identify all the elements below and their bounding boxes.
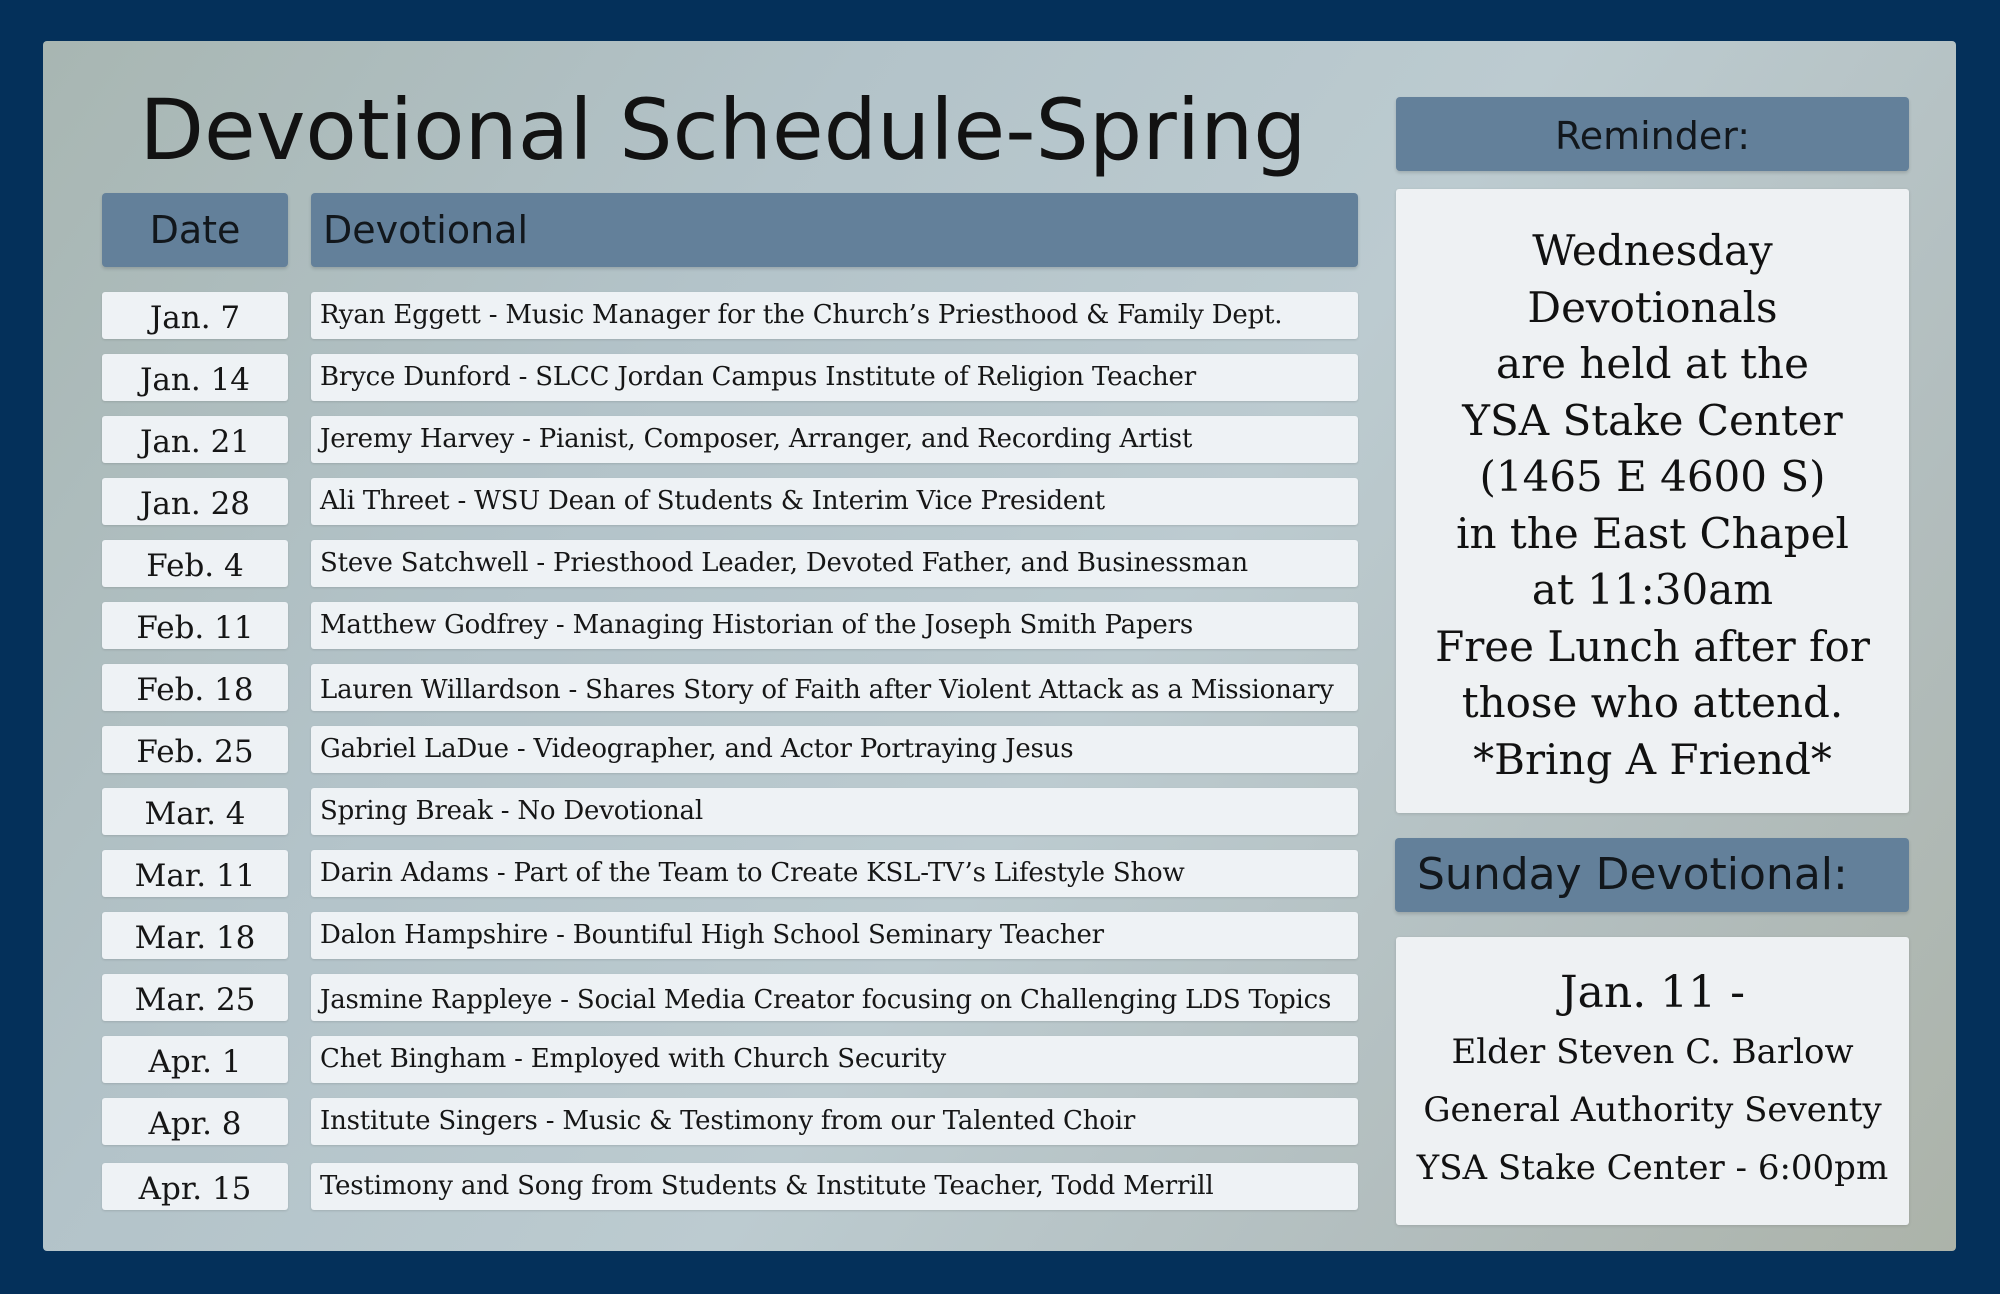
table-row-date: Feb. 25 bbox=[102, 726, 288, 773]
table-row-devotional: Jeremy Harvey - Pianist, Composer, Arranger, and Recording Artist bbox=[311, 416, 1358, 463]
table-row-date: Mar. 25 bbox=[102, 974, 288, 1021]
table-row-date: Jan. 21 bbox=[102, 416, 288, 463]
sunday-location-time: YSA Stake Center - 6:00pm bbox=[1416, 1148, 1889, 1188]
devotional-column-header: Devotional bbox=[311, 193, 1358, 267]
table-row-date: Apr. 15 bbox=[102, 1163, 288, 1210]
table-row-devotional: Chet Bingham - Employed with Church Security bbox=[311, 1036, 1358, 1083]
table-row-devotional: Jasmine Rappleye - Social Media Creator focusing on Challenging LDS Topics bbox=[311, 974, 1358, 1021]
sunday-devotional-box bbox=[1396, 937, 1909, 1225]
table-row-date: Jan. 14 bbox=[102, 354, 288, 401]
table-row-date: Feb. 11 bbox=[102, 602, 288, 649]
reminder-line: Wednesday bbox=[1532, 226, 1773, 275]
table-row-devotional: Institute Singers - Music & Testimony from our Talented Choir bbox=[311, 1098, 1358, 1145]
table-row-date: Apr. 8 bbox=[102, 1098, 288, 1145]
reminder-line: (1465 E 4600 S) bbox=[1479, 452, 1826, 501]
sunday-speaker: Elder Steven C. Barlow bbox=[1451, 1032, 1854, 1072]
schedule-card bbox=[43, 41, 1956, 1251]
table-row-devotional: Spring Break - No Devotional bbox=[311, 788, 1358, 835]
table-row-devotional: Matthew Godfrey - Managing Historian of the Joseph Smith Papers bbox=[311, 602, 1358, 649]
reminder-line: *Bring A Friend* bbox=[1473, 734, 1832, 784]
table-row-date: Jan. 28 bbox=[102, 478, 288, 525]
reminder-line: Devotionals bbox=[1527, 282, 1778, 332]
reminder-line: are held at the bbox=[1496, 339, 1809, 388]
table-row-devotional: Ali Threet - WSU Dean of Students & Interim Vice President bbox=[311, 478, 1358, 525]
table-row-devotional: Gabriel LaDue - Videographer, and Actor Portraying Jesus bbox=[311, 726, 1358, 773]
table-row-devotional: Steve Satchwell - Priesthood Leader, Devoted Father, and Businessman bbox=[311, 540, 1358, 587]
reminder-line: at 11:30am bbox=[1531, 565, 1774, 614]
reminder-line: Free Lunch after for bbox=[1435, 621, 1870, 671]
table-row-date: Apr. 1 bbox=[102, 1036, 288, 1083]
table-row-devotional: Darin Adams - Part of the Team to Create KSL-TV’s Lifestyle Show bbox=[311, 850, 1358, 897]
table-row-devotional: Ryan Eggett - Music Manager for the Church’s Priesthood & Family Dept. bbox=[311, 292, 1358, 339]
table-row-devotional: Testimony and Song from Students & Institute Teacher, Todd Merrill bbox=[311, 1163, 1358, 1210]
table-row-date: Mar. 18 bbox=[102, 912, 288, 959]
table-row-date: Mar. 4 bbox=[102, 788, 288, 835]
table-row-date: Mar. 11 bbox=[102, 850, 288, 897]
reminder-line: in the East Chapel bbox=[1456, 508, 1849, 558]
sunday-date: Jan. 11 - bbox=[1559, 967, 1746, 1018]
reminder-line: those who attend. bbox=[1461, 678, 1844, 727]
reminder-header: Reminder: bbox=[1396, 97, 1909, 171]
sunday-speaker-role: General Authority Seventy bbox=[1423, 1090, 1882, 1130]
sunday-devotional-header: Sunday Devotional: bbox=[1395, 838, 1909, 912]
table-row-devotional: Dalon Hampshire - Bountiful High School Seminary Teacher bbox=[311, 912, 1358, 959]
reminder-line: YSA Stake Center bbox=[1462, 395, 1843, 445]
date-column-header: Date bbox=[102, 193, 288, 267]
reminder-box bbox=[1396, 189, 1909, 813]
table-row-date: Jan. 7 bbox=[102, 292, 288, 339]
table-row-devotional: Bryce Dunford - SLCC Jordan Campus Institute of Religion Teacher bbox=[311, 354, 1358, 401]
page-title: Devotional Schedule-Spring bbox=[139, 81, 1307, 179]
table-row-devotional: Lauren Willardson - Shares Story of Faith after Violent Attack as a Missionary bbox=[311, 664, 1358, 711]
table-row-date: Feb. 18 bbox=[102, 664, 288, 711]
table-row-date: Feb. 4 bbox=[102, 540, 288, 587]
